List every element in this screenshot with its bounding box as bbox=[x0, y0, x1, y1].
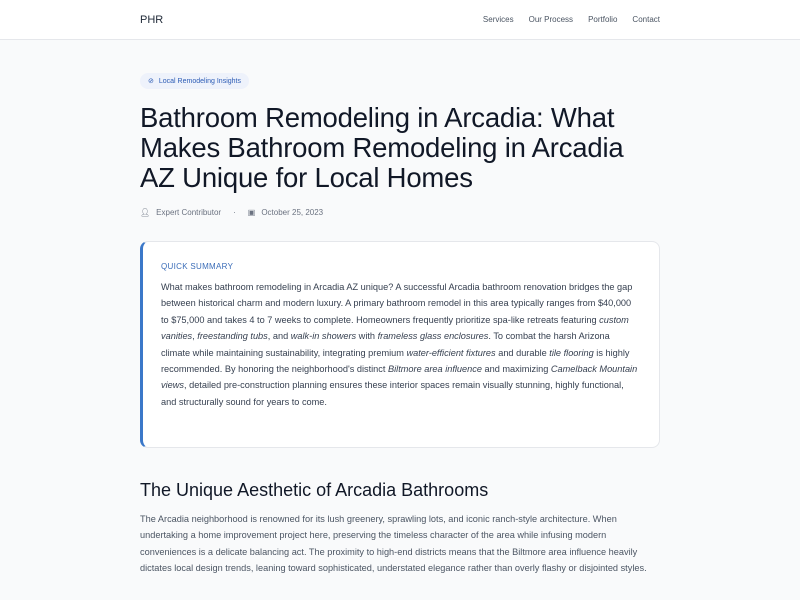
page-title: Bathroom Remodeling in Arcadia: What Makes Bathroom Remodeling in Arcadia AZ Unique for Local Homes bbox=[140, 102, 624, 193]
publish-date: October 25, 2023 bbox=[261, 208, 324, 217]
summary-segment: , bbox=[192, 331, 198, 342]
summary-segment: . To combat the harsh Arizona climate while maintaining sustainability, integrating premium bbox=[161, 331, 610, 358]
summary-emphasis: walk-in showers bbox=[290, 331, 357, 342]
calendar-icon: ▣ bbox=[247, 208, 256, 217]
summary-emphasis: tile flooring bbox=[549, 347, 594, 358]
section-heading: The Unique Aesthetic of Arcadia Bathrooms bbox=[140, 480, 489, 500]
quick-summary-card bbox=[140, 241, 660, 448]
author: Expert Contributor bbox=[156, 208, 222, 217]
nav-services[interactable]: Services bbox=[482, 15, 514, 24]
summary-text bbox=[161, 279, 641, 410]
summary-emphasis: water-efficient fixtures bbox=[406, 347, 496, 358]
badge-label: Local Remodeling Insights bbox=[158, 77, 241, 85]
user-icon: 👤︎ bbox=[140, 208, 151, 217]
summary-emphasis: frameless glass enclosures bbox=[377, 331, 489, 342]
nav-contact[interactable]: Contact bbox=[632, 15, 660, 24]
summary-emphasis: freestanding tubs bbox=[197, 331, 268, 342]
article-meta bbox=[140, 208, 660, 217]
article bbox=[140, 40, 660, 577]
summary-emphasis: Camelback Mountain views bbox=[161, 364, 638, 391]
main-nav bbox=[483, 15, 660, 24]
summary-segment: is highly recommended. By honoring the neighborhood's distinct bbox=[161, 347, 630, 375]
meta-separator: · bbox=[233, 208, 236, 217]
section-paragraph: The Arcadia neighborhood is renowned for its lush greenery, sprawling lots, and iconic ranch-style architecture. When undertaking a home improvement project here, preserving the timeless character of the area while infusing modern conveniences is a delicate balancing act. The proximity to high-end districts means that the Biltmore area influence heavily dictates local design trends, leaning toward sophisticated, understated elegance rather than overly flashy or disjointed styles. bbox=[140, 514, 647, 574]
summary-label: QUICK SUMMARY bbox=[161, 262, 234, 271]
summary-segment: with bbox=[356, 331, 378, 342]
summary-emphasis: Biltmore area influence bbox=[388, 364, 482, 375]
nav-portfolio[interactable]: Portfolio bbox=[588, 15, 618, 24]
summary-segment: , and bbox=[267, 331, 291, 342]
site-header bbox=[0, 0, 800, 40]
category-badge bbox=[140, 73, 249, 89]
summary-segment: , detailed pre-construction planning ensures these interior spaces remain visually stunning, highly functional, and structurally sound for years to come. bbox=[161, 380, 624, 407]
summary-segment: What makes bathroom remodeling in Arcadia AZ unique? A successful Arcadia bathroom renovation bridges the gap between historical charm and modern luxury. A primary bathroom remodel in this area typically ranges from $40,000 to $75,000 and takes 4 to 7 weeks to complete. Homeowners frequently prioritize spa-like retreats featuring bbox=[161, 282, 633, 325]
summary-segment: and durable bbox=[495, 347, 550, 358]
logo[interactable]: PHR bbox=[140, 13, 164, 26]
summary-emphasis: custom vanities bbox=[161, 314, 629, 342]
summary-segment: and maximizing bbox=[481, 364, 551, 375]
nav-our-process[interactable]: Our Process bbox=[528, 15, 574, 24]
link-icon: ⊘ bbox=[148, 78, 154, 85]
